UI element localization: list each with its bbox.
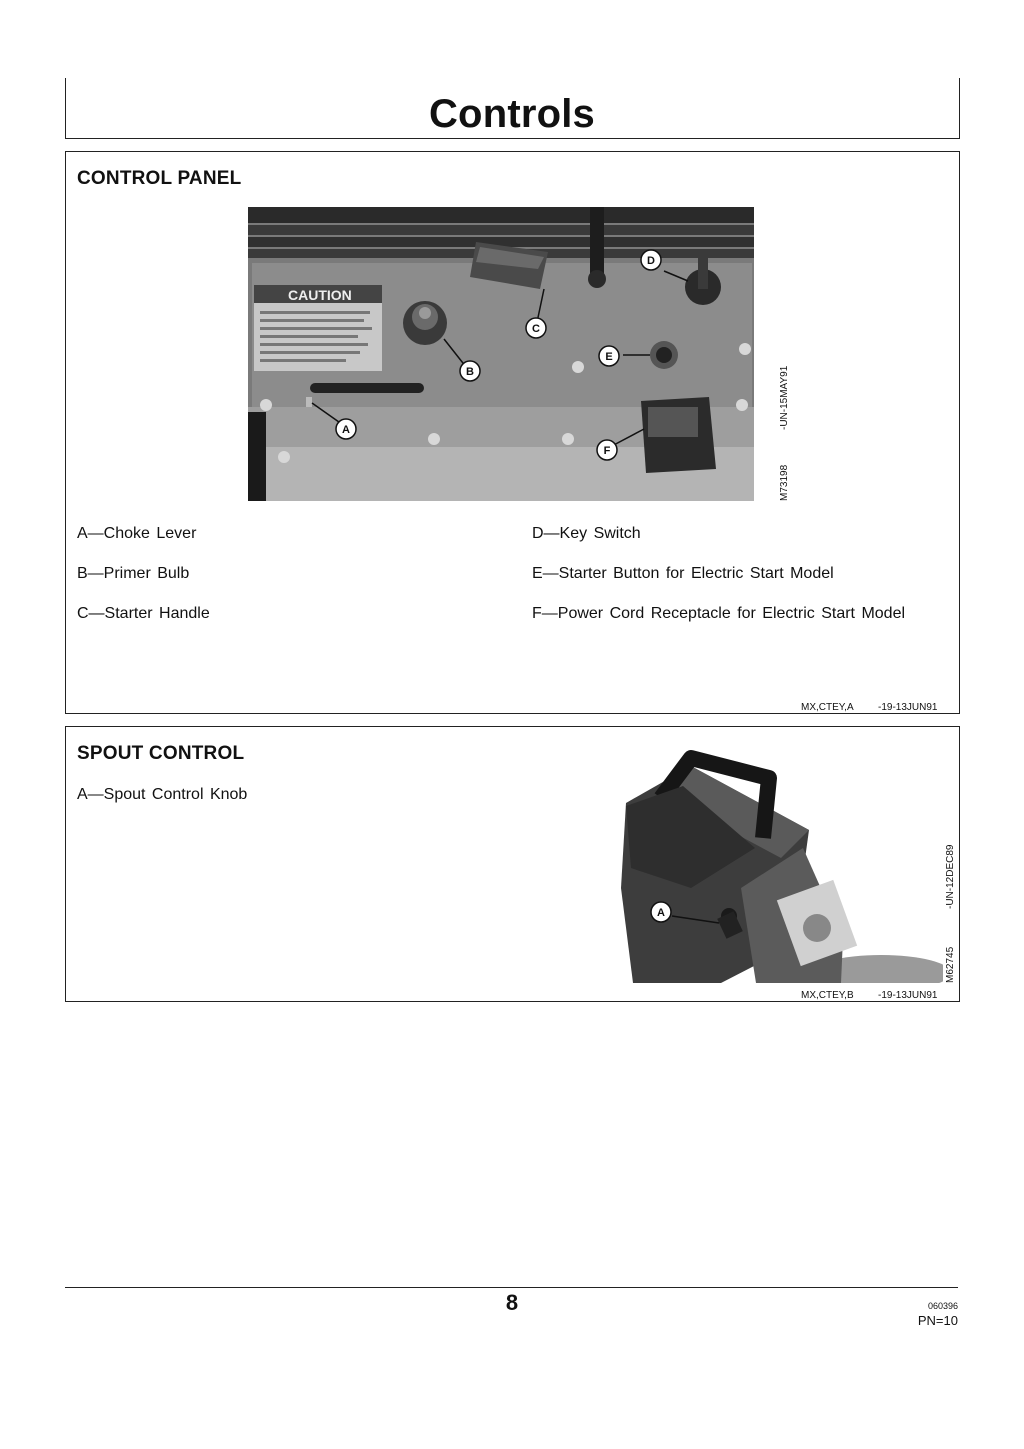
figure-id-1: M73198 (779, 464, 790, 501)
legend-item-b: B—Primer Bulb (77, 565, 190, 582)
callout-d: D (647, 255, 655, 267)
section-date-1: -19-13JUN91 (878, 702, 938, 713)
legend-item-a: A—Choke Lever (77, 525, 197, 542)
section-date-2: -19-13JUN91 (878, 990, 938, 1001)
caution-decal-text: CAUTION (288, 287, 352, 303)
control-panel-photo (248, 207, 754, 501)
section-code-1: MX,CTEY,A (801, 702, 854, 713)
figure-ref-1: -UN-15MAY91 (779, 365, 790, 430)
callout-a: A (342, 424, 350, 436)
figure-ref-2: -UN-12DEC89 (945, 844, 956, 909)
callout-e: E (605, 351, 613, 363)
spout-control-photo (541, 738, 943, 983)
figure-id-2: M62745 (945, 946, 956, 983)
document-code: 060396 (927, 1301, 958, 1311)
spout-control-heading: SPOUT CONTROL (77, 743, 245, 764)
callout-f: F (603, 445, 611, 457)
callout-c: C (532, 323, 540, 335)
footer-rule (65, 1287, 958, 1288)
legend-item-c: C—Starter Handle (77, 605, 210, 622)
callout-b: B (466, 366, 474, 378)
section-code-2: MX,CTEY,B (801, 990, 854, 1001)
legend-item-spout-a: A—Spout Control Knob (77, 786, 248, 803)
legend-item-d: D—Key Switch (532, 525, 641, 542)
legend-item-e: E—Starter Button for Electric Start Model (532, 565, 834, 582)
page-number: 8 (505, 1290, 519, 1315)
control-panel-heading: CONTROL PANEL (77, 168, 242, 189)
page-title: Controls (428, 92, 596, 136)
page-reference: PN=10 (917, 1313, 958, 1328)
legend-item-f: F—Power Cord Receptacle for Electric Start Model (532, 605, 906, 622)
spout-callout-a: A (657, 907, 665, 919)
